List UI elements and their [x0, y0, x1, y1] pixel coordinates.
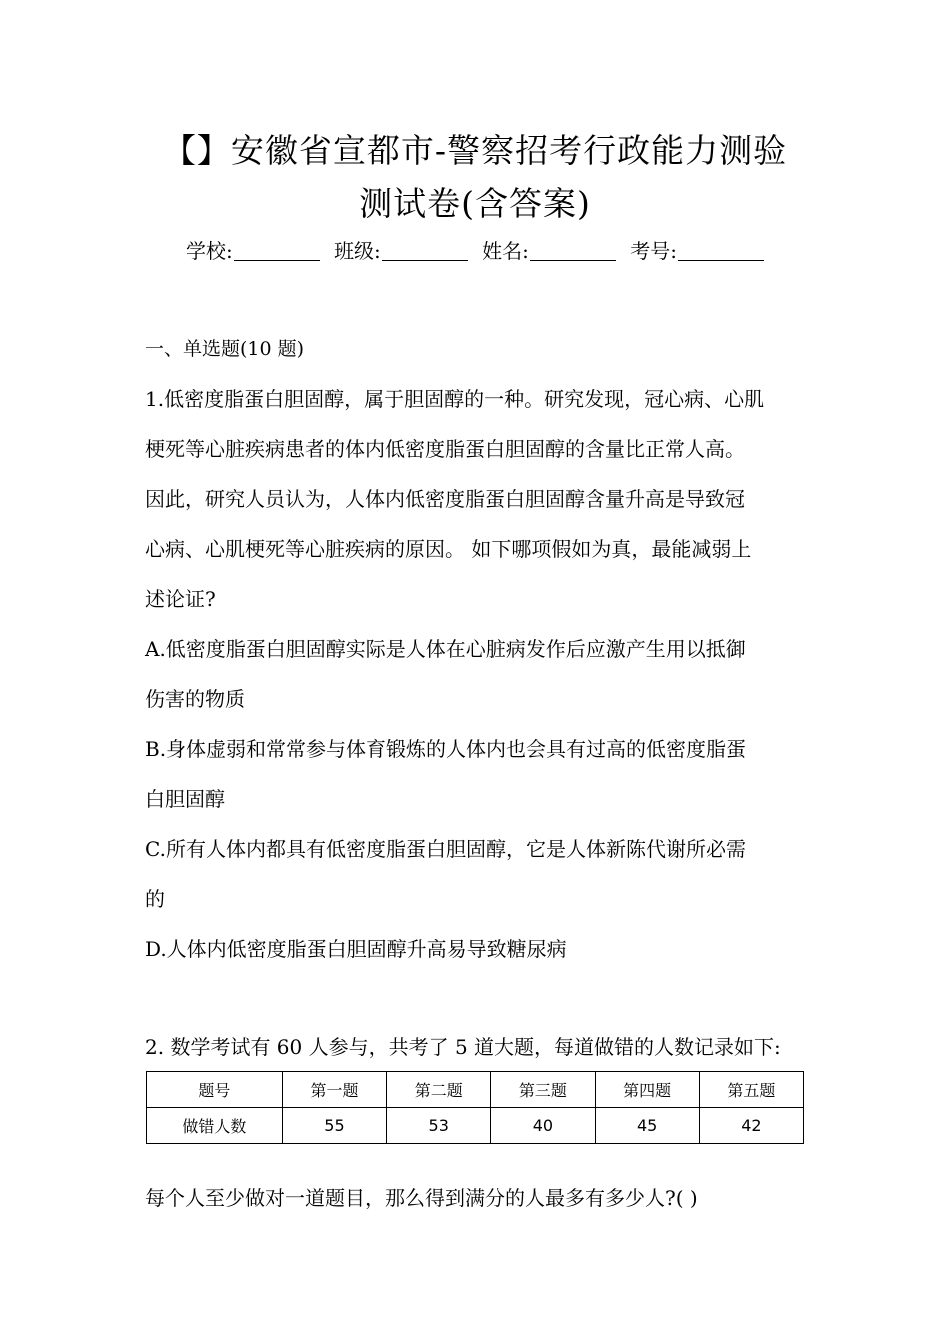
table-header-cell: 第二题	[387, 1072, 491, 1108]
q1-stem-line: 述论证?	[145, 587, 216, 611]
q1-stem-line: 梗死等心脏疾病患者的体内低密度脂蛋白胆固醇的含量比正常人高。	[145, 437, 745, 461]
class-label: 班级:	[334, 239, 381, 263]
exam-number-blank[interactable]	[678, 240, 764, 261]
name-field	[482, 234, 616, 268]
table-header-cell: 题号	[147, 1072, 283, 1108]
exam-number-label: 考号:	[630, 239, 678, 263]
q1-option-a-cont: 伤害的物质	[145, 687, 245, 711]
q1-option-b[interactable]: B.身体虚弱和常常参与体育锻炼的人体内也会具有过高的低密度脂蛋	[145, 737, 747, 761]
table-header-cell: 第四题	[595, 1072, 699, 1108]
table-cell: 53	[387, 1108, 491, 1144]
table-row-label: 做错人数	[147, 1108, 283, 1144]
school-label: 学校:	[185, 239, 233, 263]
table-cell: 55	[282, 1108, 386, 1144]
name-label: 姓名:	[482, 239, 529, 263]
q1-stem-line: 因此，研究人员认为，人体内低密度脂蛋白胆固醇含量升高是导致冠	[145, 487, 745, 511]
title-line-1: 【】安徽省宣都市-警察招考行政能力测验	[162, 131, 788, 170]
table-cell: 45	[595, 1108, 699, 1144]
school-field	[186, 234, 320, 268]
exam-number-field	[630, 234, 764, 268]
q2-stem: 2. 数学考试有 60 人参与，共考了 5 道大题，每道做错的人数记录如下:	[145, 1035, 781, 1059]
title-line-2: 测试卷(含答案)	[359, 184, 591, 223]
table-header-cell: 第五题	[699, 1072, 803, 1108]
q1-option-a[interactable]: A.低密度脂蛋白胆固醇实际是人体在心脏病发作后应激产生用以抵御	[145, 637, 746, 661]
q1-option-c[interactable]: C.所有人体内都具有低密度脂蛋白胆固醇，它是人体新陈代谢所必需	[145, 837, 746, 861]
school-blank[interactable]	[234, 240, 320, 261]
class-blank[interactable]	[382, 240, 468, 261]
q1-stem-line: 1.低密度脂蛋白胆固醇，属于胆固醇的一种。研究发现，冠心病、心肌	[145, 387, 765, 411]
q1-option-d[interactable]: D.人体内低密度脂蛋白胆固醇升高易导致糖尿病	[145, 937, 567, 961]
class-field	[334, 234, 468, 268]
student-info-row	[0, 234, 950, 268]
table-cell: 40	[491, 1108, 595, 1144]
q2-error-table	[146, 1071, 804, 1144]
table-header-cell: 第三题	[491, 1072, 595, 1108]
table-header-cell: 第一题	[282, 1072, 386, 1108]
section-heading: 一、单选题(10 题)	[145, 338, 305, 360]
q1-stem-line: 心病、心肌梗死等心脏疾病的原因。 如下哪项假如为真，最能减弱上	[145, 537, 752, 561]
table-row	[147, 1108, 804, 1144]
q2-question: 每个人至少做对一道题目，那么得到满分的人最多有多少人?( )	[145, 1186, 698, 1210]
q1-option-b-cont: 白胆固醇	[145, 787, 225, 811]
q1-option-c-cont: 的	[145, 887, 165, 911]
table-header-row	[147, 1072, 804, 1108]
table-cell: 42	[699, 1108, 803, 1144]
name-blank[interactable]	[530, 240, 616, 261]
